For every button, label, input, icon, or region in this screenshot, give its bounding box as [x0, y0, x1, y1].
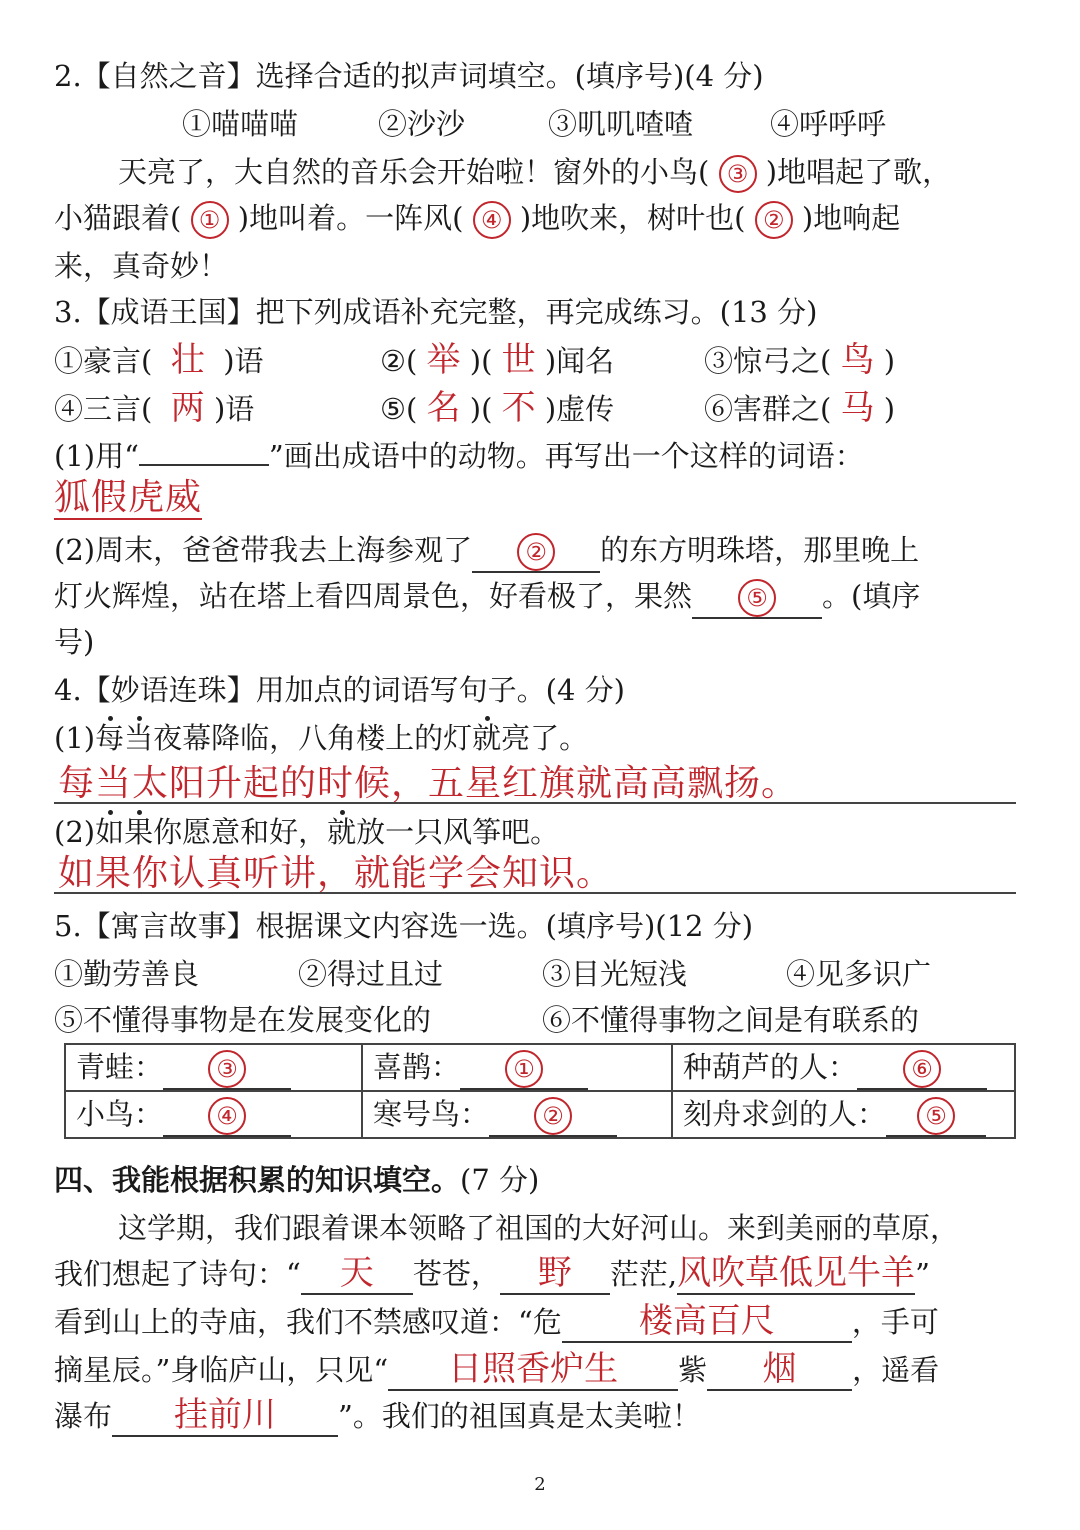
cell-answer: ②	[534, 1097, 572, 1135]
answer-rule	[54, 892, 1016, 894]
q2-answer-2: ①	[191, 201, 229, 239]
s4-answer: 烟	[762, 1349, 797, 1389]
q5-option: ⑤不懂得事物是在发展变化的	[54, 1003, 432, 1037]
s4-answer: 挂前川	[174, 1395, 277, 1435]
idiom-answer: 壮	[170, 340, 205, 380]
idiom-answer: 鸟	[840, 340, 875, 380]
table-row	[65, 1091, 1015, 1138]
s4-line-1: 这学期，我们跟着课本领略了祖国的大好河山。来到美丽的草原，	[118, 1211, 960, 1245]
table-row	[65, 1044, 1015, 1091]
cell-answer: ⑥	[903, 1050, 941, 1088]
q2-text: )地唱起了歌，	[765, 155, 952, 189]
q4-sentence-2	[54, 812, 1030, 852]
q3-sub-2-line-2	[54, 576, 1030, 619]
idiom-text: )语	[223, 344, 264, 378]
q5-answer-table	[64, 1043, 1016, 1139]
s4-text: 瀑布	[54, 1399, 113, 1433]
q2-text: 小猫跟着(	[54, 201, 182, 235]
q4-text: (2)	[54, 815, 96, 849]
q4-sentence-1	[54, 718, 1030, 758]
idiom-text: ②(	[380, 344, 418, 378]
cell-label: 喜鹊：	[373, 1050, 461, 1084]
q4-answer-text: 每当太阳升起的时候，五星红旗就高高飘扬。	[58, 763, 799, 804]
cell-answer: ①	[505, 1050, 543, 1088]
cell-label: 小鸟：	[76, 1097, 164, 1131]
q4-answer-1	[58, 764, 1030, 805]
q5-option: ④见多识广	[786, 957, 932, 991]
q4-text: 亮了。	[501, 721, 589, 755]
idiom-text: ⑥害群之(	[704, 392, 832, 426]
idiom-answer: 不	[501, 388, 536, 428]
q3-sub-2-answer-1: ②	[517, 533, 555, 571]
idiom-text: )虚传	[544, 392, 615, 426]
q2-option: ③叽叽喳喳	[548, 107, 694, 141]
s4-text: ，遥看	[852, 1353, 940, 1387]
idiom-text: )闻名	[544, 344, 615, 378]
q5-option: ③目光短浅	[542, 957, 688, 991]
table-cell	[672, 1044, 1015, 1091]
q3-sub-1-answer: 狐假虎威	[54, 477, 203, 518]
dotted-word: 就	[472, 718, 501, 758]
q5-option: ⑥不懂得事物之间是有联系的	[542, 1003, 920, 1037]
idiom-text: )	[883, 344, 896, 378]
q4-answer-2	[58, 854, 1030, 895]
cell-answer: ④	[208, 1097, 246, 1135]
q5-options-row-2	[54, 1000, 1030, 1040]
s4-text: 茫茫,	[609, 1257, 678, 1291]
cell-answer: ③	[208, 1050, 246, 1088]
q2-paragraph-line-1	[118, 152, 1030, 193]
q2-option: ①喵喵喵	[182, 107, 299, 141]
q3-text: 的东方明珠塔，那里晚上	[600, 533, 920, 567]
q2-paragraph-line-3: 来，真奇妙！	[54, 249, 229, 283]
cell-label: 刻舟求剑的人：	[683, 1097, 887, 1131]
q3-sub-2-answer-2: ⑤	[738, 579, 776, 617]
table-cell	[65, 1044, 362, 1091]
idiom-text: )语	[213, 392, 255, 426]
q4-text: 你愿意和好，	[153, 815, 328, 849]
idiom-answer: 马	[840, 388, 875, 428]
q3-sub-2-line-1	[54, 530, 1030, 573]
q4-text: 夜幕降临，八角楼上的灯	[153, 721, 473, 755]
dotted-word: 就	[327, 812, 356, 852]
q3-text: ”画出成语中的动物。再写出一个这样的词语：	[268, 439, 864, 473]
q3-sub-1-answer-line	[54, 478, 1030, 519]
s4-text: 我们想起了诗句：“	[54, 1257, 301, 1291]
table-cell	[362, 1091, 672, 1138]
table-cell	[362, 1044, 672, 1091]
q4-text: (1)	[54, 721, 96, 755]
q2-paragraph-line-2	[54, 198, 1030, 239]
q2-text: )地吹来，树叶也(	[519, 201, 746, 235]
section-4-title	[54, 1160, 1030, 1200]
s4-text: ，手可	[851, 1305, 939, 1339]
q3-text: 灯火辉煌，站在塔上看四周景色，好看极了，果然	[54, 579, 693, 613]
q4-answer-text: 如果你认真听讲，就能学会知识。	[58, 853, 614, 894]
idiom-answer: 名	[426, 388, 461, 428]
s4-answer: 日照香炉生	[448, 1349, 619, 1389]
section-score: (7 分)	[460, 1163, 540, 1197]
q5-option: ②得过且过	[298, 957, 444, 991]
q2-option: ②沙沙	[378, 107, 466, 141]
table-cell	[65, 1091, 362, 1138]
section-heading: 四、我能根据积累的知识填空。	[54, 1163, 461, 1197]
q5-title: 5.【寓言故事】根据课文内容选一选。(填序号)(12 分)	[54, 909, 754, 943]
idiom-text: ④三言(	[54, 392, 153, 426]
s4-line-4	[54, 1350, 1030, 1391]
dotted-word: 每	[95, 718, 124, 758]
dotted-word: 如	[95, 812, 124, 852]
q3-text: 。(填序	[822, 579, 921, 613]
idiom-answer: 举	[426, 340, 461, 380]
table-cell	[672, 1091, 1015, 1138]
s4-line-2	[54, 1254, 1030, 1295]
s4-text: 看到山上的寺庙，我们不禁感叹道：“危	[54, 1305, 562, 1339]
q2-title: 2.【自然之音】选择合适的拟声词填空。(填序号)(4 分)	[54, 59, 764, 93]
dotted-word: 果	[124, 812, 153, 852]
s4-text: 苍苍，	[412, 1257, 500, 1291]
cell-label: 种葫芦的人：	[683, 1050, 858, 1084]
idiom-text: )(	[469, 344, 493, 378]
s4-answer: 野	[537, 1253, 572, 1293]
idiom-text: )(	[469, 392, 493, 426]
q3-text: (2)周末，爸爸带我去上海参观了	[54, 533, 473, 567]
q2-option: ④呼呼呼	[770, 107, 887, 141]
s4-answer: 天	[339, 1253, 374, 1293]
q2-answer-1: ③	[719, 155, 757, 193]
cell-answer: ⑤	[917, 1097, 955, 1135]
s4-answer: 风吹草低见牛羊	[677, 1253, 916, 1293]
s4-text: 紫	[678, 1353, 708, 1387]
q3-text: (1)用“	[54, 439, 139, 473]
s4-text: ”。我们的祖国真是太美啦！	[338, 1399, 701, 1433]
q3-title: 3.【成语王国】把下列成语补充完整，再完成练习。(13 分)	[54, 295, 818, 329]
q2-text: )地响起	[801, 201, 901, 235]
q5-option: ①勤劳善良	[54, 957, 200, 991]
s4-answer: 楼高百尺	[638, 1301, 775, 1341]
q3-sub-2-line-3: 号)	[54, 625, 95, 659]
s4-text: ”	[915, 1257, 930, 1291]
q3-sub-1	[54, 436, 1030, 476]
s4-text: 摘星辰。”身临庐山，只见“	[54, 1353, 389, 1387]
answer-rule	[54, 802, 1016, 804]
cell-label: 寒号鸟：	[373, 1097, 490, 1131]
idiom-text: ③惊弓之(	[704, 344, 832, 378]
q3-idiom-row-1	[54, 340, 1030, 381]
dotted-word: 当	[124, 718, 153, 758]
idiom-text: )	[883, 392, 896, 426]
idiom-answer: 两	[170, 388, 205, 428]
q2-answer-4: ②	[755, 201, 793, 239]
q5-options-row-1	[54, 954, 1030, 994]
q2-text: )地叫着。一阵风(	[237, 201, 464, 235]
q2-answer-3: ④	[473, 201, 511, 239]
s4-line-5	[54, 1396, 1030, 1437]
page-number: 2	[534, 1474, 546, 1495]
q3-idiom-row-2	[54, 388, 1030, 429]
idiom-text: ①豪言(	[54, 344, 153, 378]
q2-text: 天亮了，大自然的音乐会开始啦！窗外的小鸟(	[118, 155, 710, 189]
cell-label: 青蛙：	[76, 1050, 164, 1084]
q4-title: 4.【妙语连珠】用加点的词语写句子。(4 分)	[54, 673, 625, 707]
q2-options	[182, 104, 1030, 144]
q4-text: 放一只风筝吧。	[356, 815, 560, 849]
idiom-answer: 世	[501, 340, 536, 380]
s4-line-3	[54, 1302, 1030, 1343]
idiom-text: ⑤(	[380, 392, 418, 426]
underline-sample	[139, 464, 269, 466]
